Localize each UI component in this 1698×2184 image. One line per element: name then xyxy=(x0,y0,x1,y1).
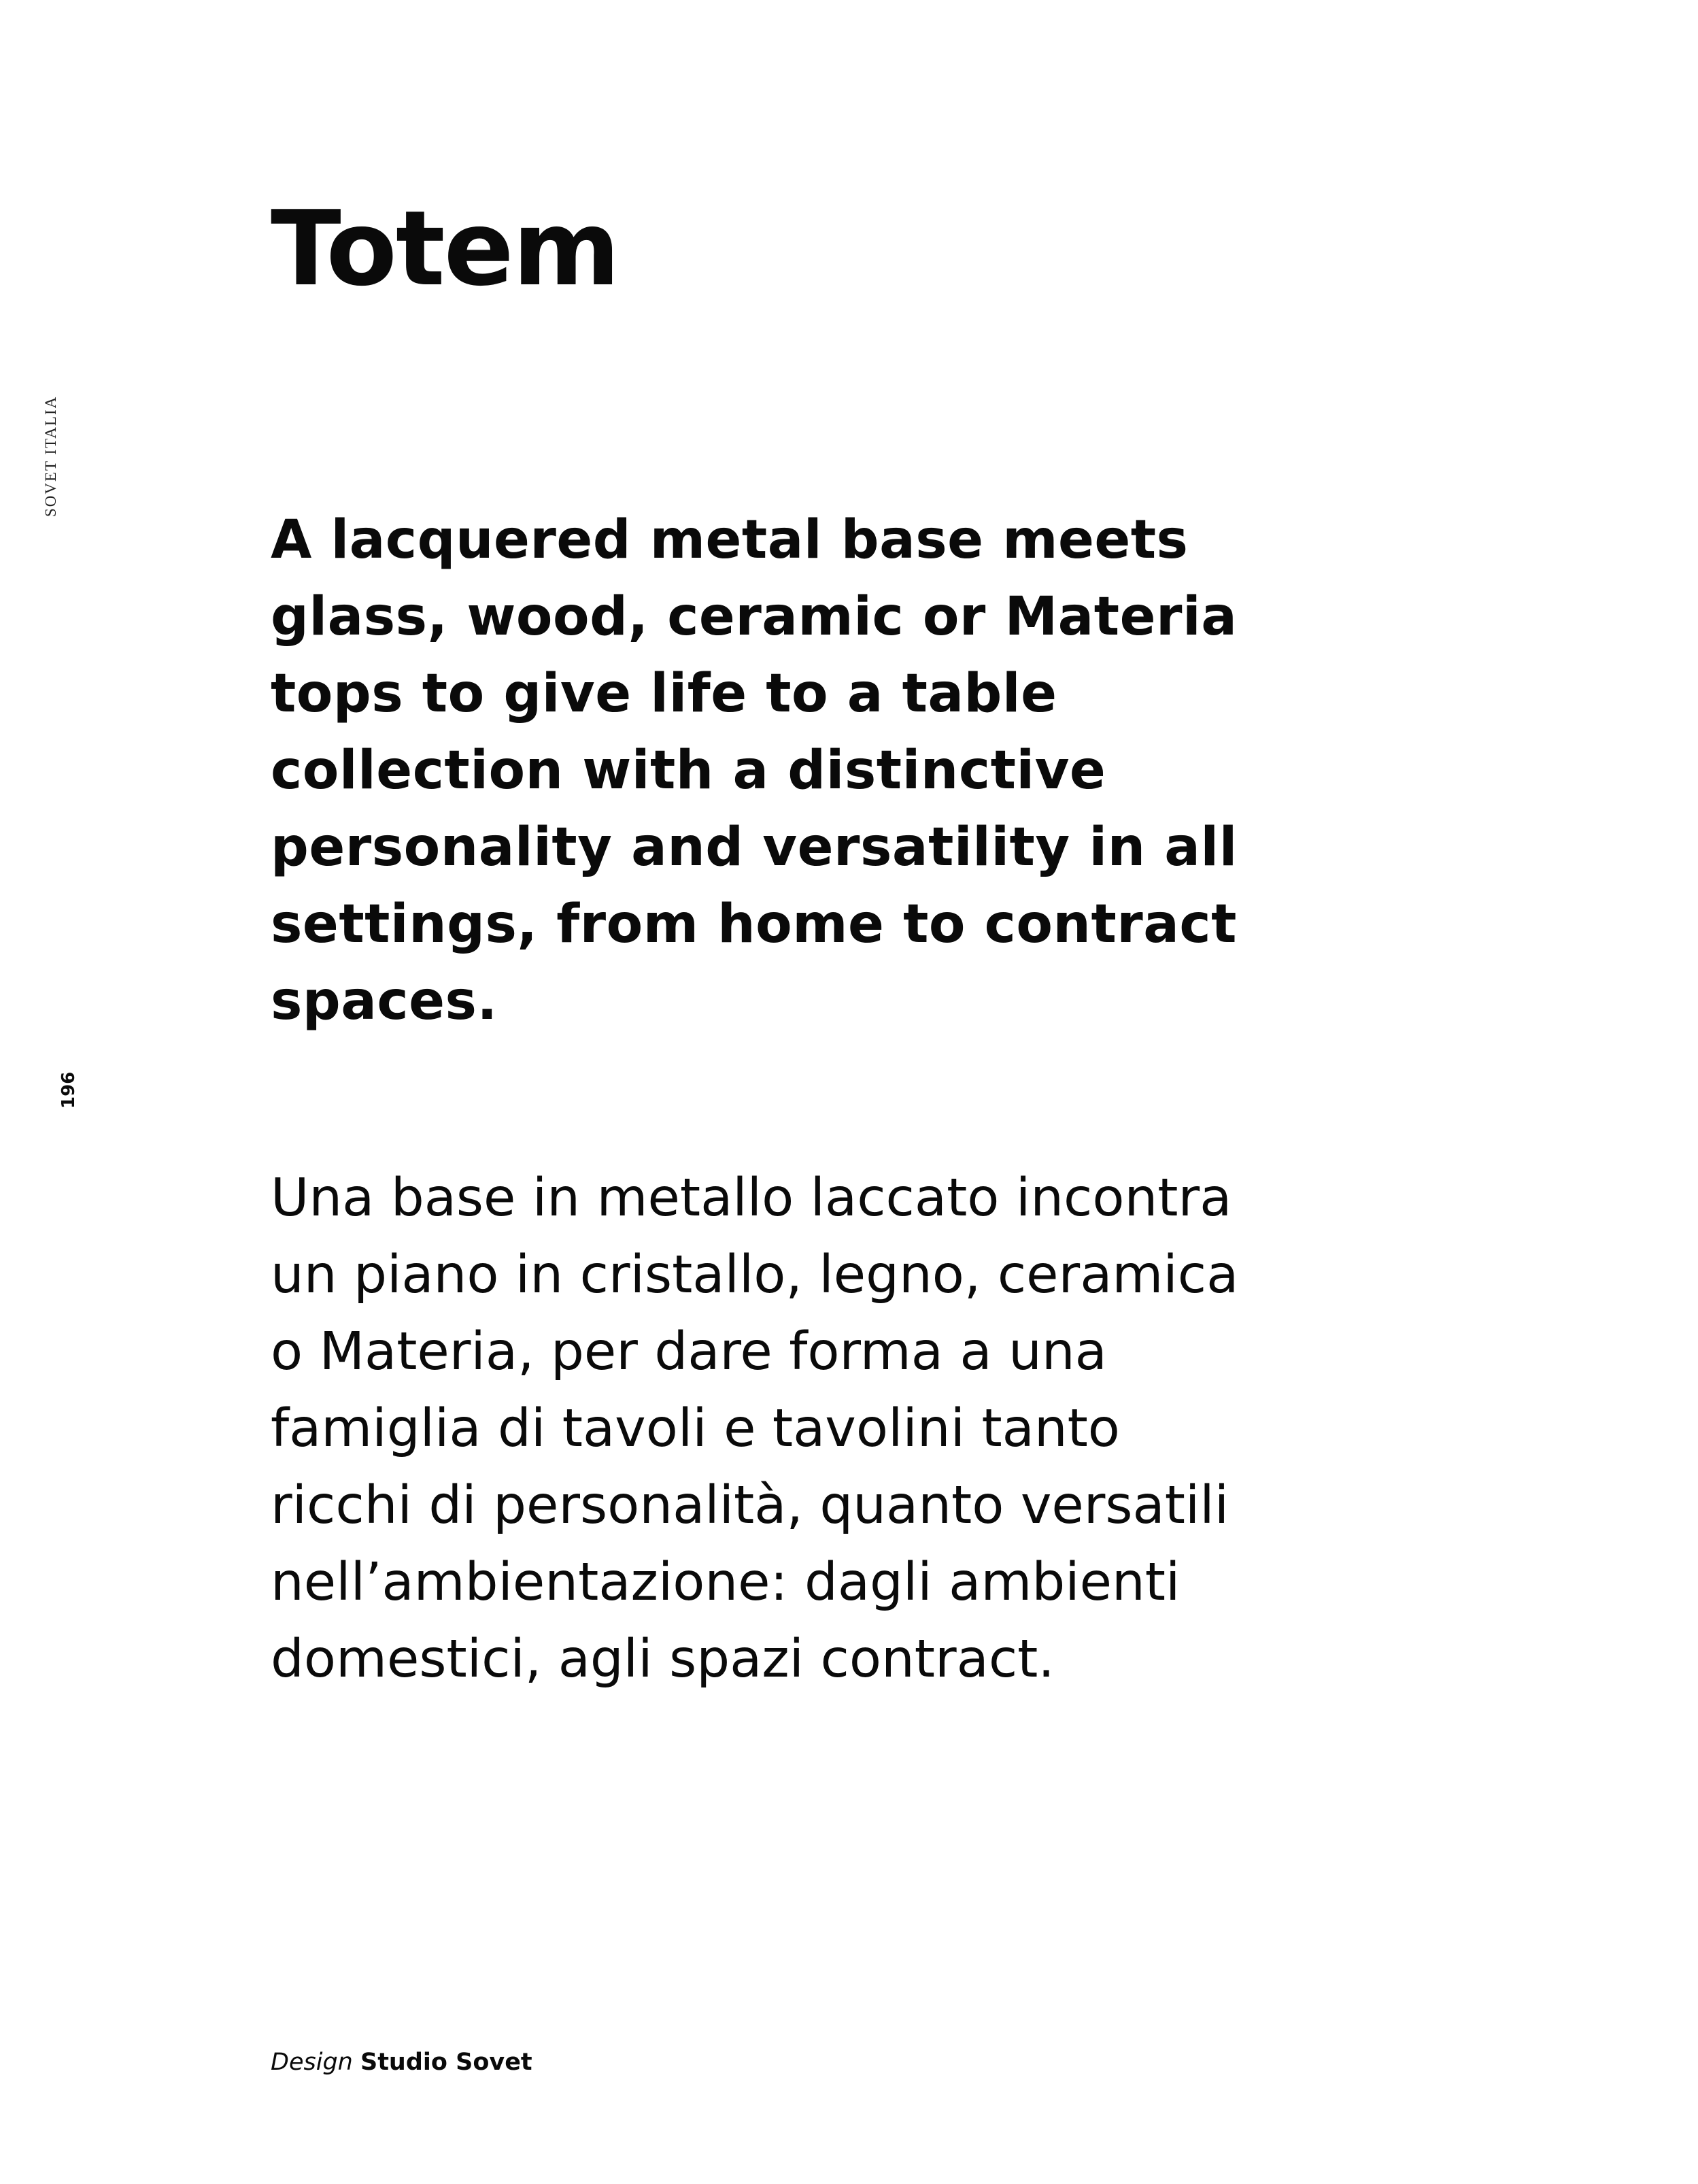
design-credit xyxy=(271,2049,532,2076)
italian-line: ricchi di personalità, quanto versatili xyxy=(271,1475,1229,1536)
credit-label: Design xyxy=(271,2049,353,2076)
page-number: 196 xyxy=(58,1071,79,1109)
brand-vertical-label: SOVET ITALIA xyxy=(42,395,59,517)
english-line: collection with a distinctive xyxy=(271,740,1106,801)
italian-line: un piano in cristallo, legno, ceramica xyxy=(271,1245,1239,1305)
english-line: glass, wood, ceramic or Materia xyxy=(271,586,1238,648)
english-line: A lacquered metal base meets xyxy=(271,509,1189,571)
english-line: tops to give life to a table xyxy=(271,663,1057,724)
italian-description xyxy=(271,1160,1413,1698)
credit-designer: Studio Sovet xyxy=(360,2049,532,2076)
italian-line: o Materia, per dare forma a una xyxy=(271,1322,1107,1382)
english-description xyxy=(271,502,1413,1040)
italian-line: famiglia di tavoli e tavolini tanto xyxy=(271,1398,1120,1459)
page-title: Totem xyxy=(271,188,619,309)
italian-line: domestici, agli spazi contract. xyxy=(271,1629,1055,1690)
english-line: spaces. xyxy=(271,971,498,1032)
english-line: settings, from home to contract xyxy=(271,894,1237,955)
english-line: personality and versatility in all xyxy=(271,817,1238,878)
italian-line: Una base in metallo laccato incontra xyxy=(271,1168,1232,1228)
italian-line: nell’ambientazione: dagli ambienti xyxy=(271,1552,1181,1613)
